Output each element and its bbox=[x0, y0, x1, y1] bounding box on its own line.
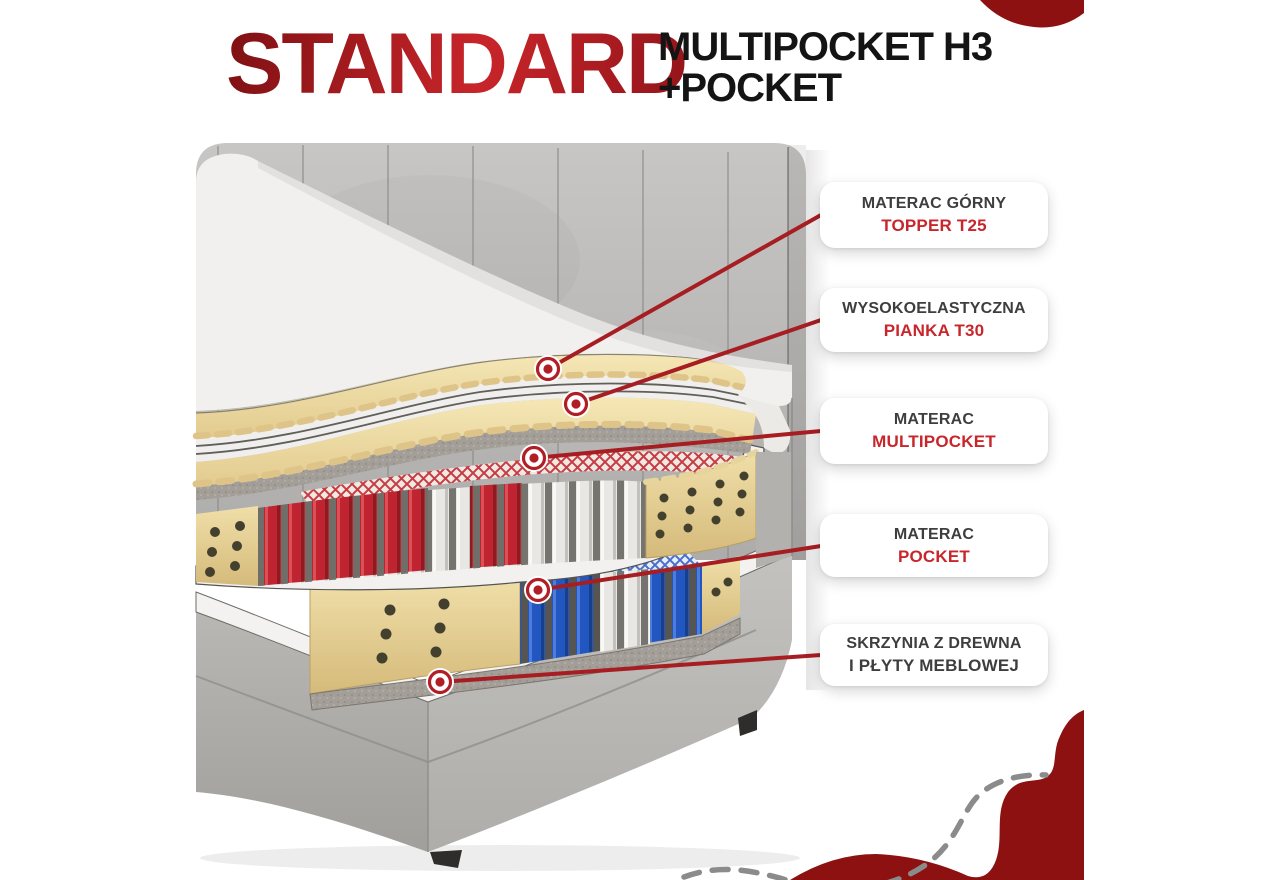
callout-card-multipocket bbox=[820, 398, 1048, 464]
callout-card-box bbox=[820, 624, 1048, 686]
product-model-title bbox=[658, 27, 992, 109]
floor-shadow bbox=[200, 845, 800, 871]
callout-title: MATERAC bbox=[893, 411, 975, 428]
callout-title: WYSOKOELASTYCZNA bbox=[842, 300, 1026, 317]
callout-title: MATERAC bbox=[893, 525, 975, 543]
marker-foam-icon bbox=[562, 390, 590, 418]
model-line-1: MULTIPOCKET H3 bbox=[658, 25, 993, 69]
callout-title: MATERAC GÓRNY bbox=[861, 195, 1007, 212]
page-title: STANDARD bbox=[226, 16, 687, 112]
callout-card-topper bbox=[820, 182, 1048, 248]
marker-topper-icon bbox=[534, 355, 562, 383]
callout-subtitle: TOPPER T25 bbox=[881, 216, 987, 235]
callout-subtitle: PIANKA T30 bbox=[883, 321, 985, 340]
callout-card-foam bbox=[820, 288, 1048, 352]
callout-subtitle: MULTIPOCKET bbox=[872, 432, 996, 451]
marker-pocket-icon bbox=[524, 576, 552, 604]
callout-subtitle: I PŁYTY MEBLOWEJ bbox=[848, 656, 1020, 675]
callout-title: SKRZYNIA Z DREWNA bbox=[846, 635, 1022, 652]
marker-multipocket-icon bbox=[520, 444, 548, 472]
model-line-2: +POCKET bbox=[658, 66, 842, 110]
header bbox=[0, 0, 1084, 130]
marker-box-icon bbox=[426, 668, 454, 696]
callout-subtitle: POCKET bbox=[897, 546, 971, 566]
callout-card-pocket bbox=[820, 514, 1048, 577]
